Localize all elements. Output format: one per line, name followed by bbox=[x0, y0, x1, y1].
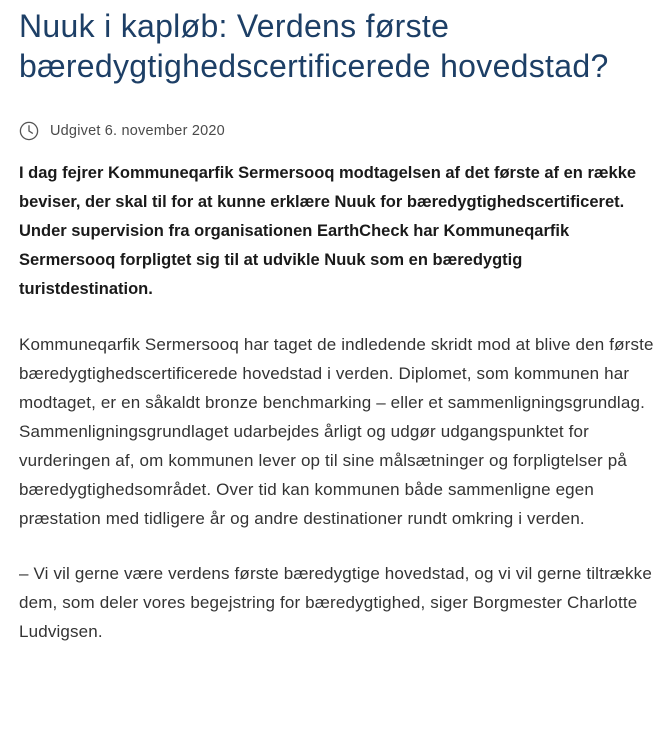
article-quote: – Vi vil gerne være verdens første bæredygtige hovedstad, og vi vil gerne tiltrække dem, som deler vores begejstring for bæredygtighed, siger Borgmester Charlotte Ludvigsen. bbox=[19, 564, 652, 641]
article-lead: I dag fejrer Kommuneqarfik Sermersooq modtagelsen af det første af en række beviser, der skal til for at kunne erklære Nuuk for bæredygtighedscertificeret. Under supervision fra organisationen EarthCheck har Kommuneqarfik Sermersooq forpligtet sig til at udvikle Nuuk som en bæredygtig turistdestination. bbox=[19, 164, 637, 298]
article bbox=[19, 0, 659, 646]
publish-date: Udgivet 6. november 2020 bbox=[50, 123, 225, 139]
article-title: Nuuk i kapløb: Verdens første bæredygtighedscertificerede hovedstad? bbox=[19, 8, 609, 84]
publish-meta bbox=[19, 120, 659, 142]
article-paragraph: Kommuneqarfik Sermersooq har taget de indledende skridt mod at blive den første bæredygtighedscertificerede hovedstad i verden. Diplomet, som kommunen har modtaget, er en såkaldt bronze benchmarking – eller et sammenligningsgrundlag. Sammenligningsgrundlaget udarbejdes årligt og udgør udgangspunktet for vurderingen af, om kommunen lever op til sine målsætninger og forpligtelser på bæredygtighedsområdet. Over tid kan kommunen både sammenligne egen præstation med tidligere år og andre destinationer rundt omkring i verden. bbox=[19, 335, 654, 528]
clock-icon bbox=[19, 121, 39, 141]
